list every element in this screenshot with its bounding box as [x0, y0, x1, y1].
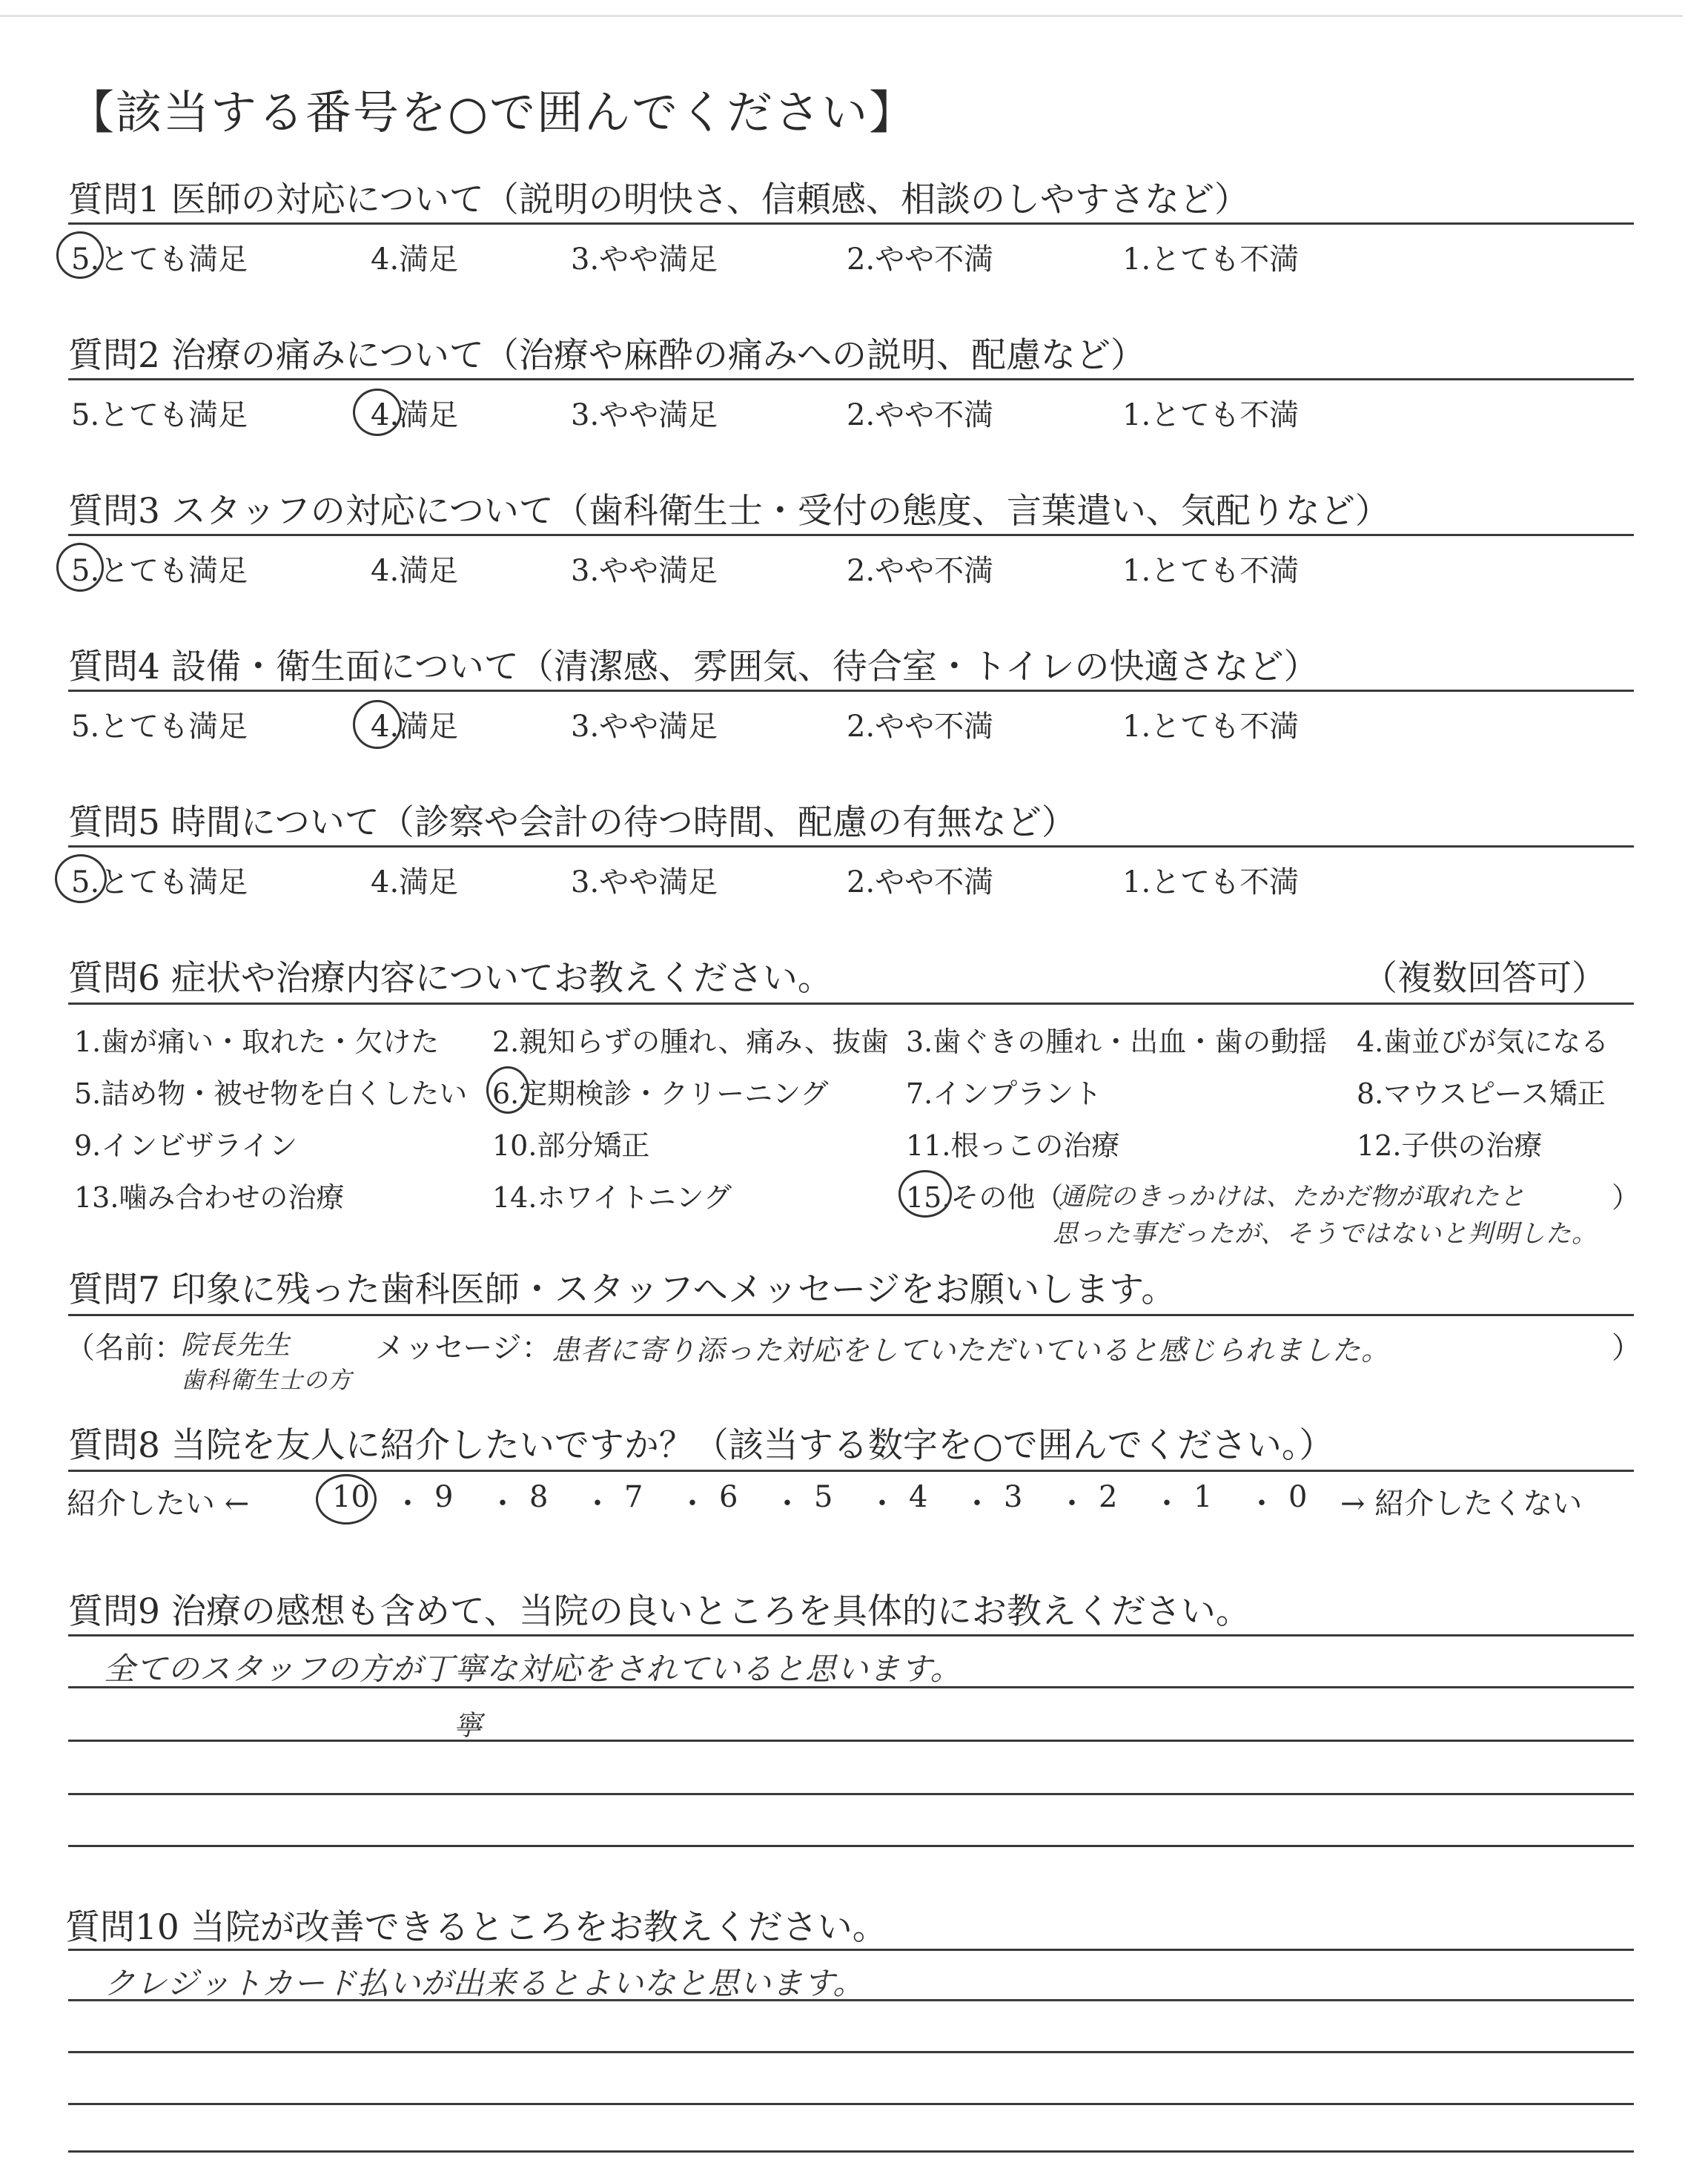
- q4-selection-circle: [353, 700, 402, 749]
- q2-option-1[interactable]: 1.とても不満: [1122, 398, 1300, 432]
- q5-rule: [68, 845, 1634, 848]
- q1-option-5[interactable]: 5.とても満足: [71, 242, 248, 277]
- q8-dot: ・: [772, 1487, 802, 1521]
- q8-title: 質問8 当院を友人に紹介したいですか？（該当する数字を○で囲んでください。）: [68, 1425, 1334, 1466]
- q2-option-3[interactable]: 3.やや満足: [571, 398, 718, 432]
- q8-number-7[interactable]: 7: [624, 1480, 643, 1514]
- q9-rule-3: [68, 1740, 1634, 1742]
- q2-selection-circle: [353, 389, 402, 436]
- page-title: 【該当する番号を○で囲んでください】: [68, 85, 917, 139]
- q6-title: 質問6 症状や治療内容についてお教えください。: [68, 958, 833, 999]
- q9-rule-2: [68, 1686, 1634, 1688]
- q5-option-4[interactable]: 4.満足: [371, 865, 459, 899]
- q1-title: 質問1 医師の対応について（説明の明快さ、信頼感、相談のしやすさなど）: [68, 179, 1250, 220]
- q9-rule-4: [68, 1793, 1634, 1795]
- q8-dot: ・: [1247, 1487, 1277, 1521]
- q8-number-3[interactable]: 3: [1004, 1480, 1023, 1514]
- q8-left-label: 紹介したい ←: [67, 1487, 250, 1521]
- q1-selection-circle: [56, 231, 104, 279]
- q8-number-4[interactable]: 4: [909, 1480, 928, 1514]
- q8-dot: ・: [962, 1487, 992, 1521]
- q6-item-13[interactable]: 13.噛み合わせの治療: [74, 1181, 345, 1214]
- q10-answer: クレジットカード払いが出来るとよいなと思います。: [104, 1965, 865, 2001]
- q1-option-1[interactable]: 1.とても不満: [1122, 242, 1300, 277]
- q8-dot: ・: [1057, 1487, 1087, 1521]
- q8-number-5[interactable]: 5: [814, 1480, 833, 1514]
- q9-rule-1: [68, 1634, 1634, 1636]
- q7-name-answer-line2: 歯科衛生士の方: [181, 1366, 353, 1394]
- q6-item-11[interactable]: 11.根っこの治療: [906, 1129, 1120, 1162]
- q6-item-4[interactable]: 4.歯並びが気になる: [1357, 1025, 1609, 1058]
- q7-name-label: （名前：: [65, 1331, 184, 1365]
- q10-rule-2: [68, 1999, 1634, 2001]
- q8-number-6[interactable]: 6: [719, 1480, 738, 1514]
- q5-option-2[interactable]: 2.やや不満: [847, 865, 994, 899]
- q8-number-1[interactable]: 1: [1194, 1480, 1213, 1514]
- q6-other-close: ）: [1612, 1181, 1641, 1214]
- q6-item-10[interactable]: 10.部分矯正: [492, 1129, 650, 1162]
- q6-note: （複数回答可）: [1363, 958, 1606, 999]
- q9-answer: 全てのスタッフの方が丁寧な対応をされていると思います。: [104, 1651, 962, 1687]
- q8-dot: ・: [583, 1487, 612, 1521]
- q6-other-answer-line1: 通院のきっかけは、たかだ物が取れたと: [1059, 1182, 1526, 1212]
- q5-option-3[interactable]: 3.やや満足: [571, 865, 718, 899]
- q3-option-3[interactable]: 3.やや満足: [571, 554, 718, 588]
- q6-rule: [68, 1003, 1634, 1005]
- q5-option-1[interactable]: 1.とても不満: [1122, 865, 1300, 899]
- q9-rule-5: [68, 1845, 1634, 1847]
- q2-option-2[interactable]: 2.やや不満: [847, 398, 994, 432]
- q6-item-3[interactable]: 3.歯ぐきの腫れ・出血・歯の動揺: [906, 1025, 1328, 1058]
- q8-dot: ・: [488, 1487, 517, 1521]
- q1-option-4[interactable]: 4.満足: [371, 242, 459, 277]
- q7-close-paren: ）: [1612, 1331, 1641, 1365]
- q5-option-5[interactable]: 5.とても満足: [71, 865, 248, 899]
- q6-item-9[interactable]: 9.インビザライン: [74, 1129, 298, 1162]
- q5-selection-circle: [55, 854, 107, 903]
- q7-rule: [68, 1314, 1634, 1316]
- q7-message-label: メッセージ：: [375, 1331, 552, 1365]
- q7-title: 質問7 印象に残った歯科医師・スタッフへメッセージをお願いします。: [68, 1269, 1176, 1310]
- q2-option-5[interactable]: 5.とても満足: [71, 398, 248, 432]
- q9-title: 質問9 治療の感想も含めて、当院の良いところを具体的にお教えください。: [68, 1591, 1251, 1632]
- q10-rule-1: [68, 1949, 1634, 1951]
- q3-title: 質問3 スタッフの対応について（歯科衛生士・受付の態度、言葉遣い、気配りなど）: [68, 491, 1390, 532]
- q4-option-2[interactable]: 2.やや不満: [847, 710, 994, 744]
- q6-item-7[interactable]: 7.インプラント: [906, 1077, 1102, 1110]
- q8-rule: [68, 1470, 1634, 1472]
- q2-title: 質問2 治療の痛みについて（治療や麻酔の痛みへの説明、配慮など）: [68, 335, 1145, 376]
- q6-item-2[interactable]: 2.親知らずの腫れ、痛み、抜歯: [492, 1025, 889, 1058]
- q4-title: 質問4 設備・衛生面について（清潔感、雰囲気、待合室・トイレの快適さなど）: [68, 647, 1319, 687]
- q6-item-6-selection-circle: [486, 1066, 529, 1114]
- q10-title: 質問10 当院が改善できるところをお教えください。: [65, 1907, 887, 1948]
- q6-item-6[interactable]: 6.定期検診・クリーニング: [492, 1077, 829, 1110]
- q1-option-3[interactable]: 3.やや満足: [571, 242, 718, 277]
- q4-option-1[interactable]: 1.とても不満: [1122, 710, 1300, 744]
- q4-option-3[interactable]: 3.やや満足: [571, 710, 718, 744]
- q8-dot: ・: [393, 1487, 423, 1521]
- q2-option-4[interactable]: 4.満足: [371, 398, 459, 432]
- q8-selection-circle: [316, 1474, 377, 1525]
- q6-item-14[interactable]: 14.ホワイトニング: [492, 1181, 732, 1214]
- q6-item-1[interactable]: 1.歯が痛い・取れた・欠けた: [74, 1025, 440, 1058]
- page-top-edge: [0, 15, 1683, 17]
- q6-item-12[interactable]: 12.子供の治療: [1357, 1129, 1543, 1162]
- q8-dot: ・: [867, 1487, 897, 1521]
- q3-option-1[interactable]: 1.とても不満: [1122, 554, 1300, 588]
- q9-correction-note: 寧: [454, 1709, 483, 1742]
- q6-item-8[interactable]: 8.マウスピース矯正: [1357, 1077, 1606, 1110]
- q8-number-0[interactable]: 0: [1288, 1480, 1308, 1514]
- q8-right-label: → 紹介したくない: [1340, 1487, 1583, 1521]
- q3-option-2[interactable]: 2.やや不満: [847, 554, 994, 588]
- q8-number-8[interactable]: 8: [529, 1480, 549, 1514]
- q3-option-5[interactable]: 5.とても満足: [71, 554, 248, 588]
- q6-item-15[interactable]: 15.その他（: [906, 1181, 1064, 1214]
- q1-rule: [68, 222, 1634, 225]
- q8-number-2[interactable]: 2: [1099, 1480, 1118, 1514]
- q8-number-9[interactable]: 9: [434, 1480, 454, 1514]
- q7-name-answer-line1: 院長先生: [181, 1330, 291, 1361]
- q3-selection-circle: [56, 543, 104, 592]
- q6-item-5[interactable]: 5.詰め物・被せ物を白くしたい: [74, 1077, 468, 1110]
- q3-rule: [68, 534, 1634, 536]
- q5-title: 質問5 時間について（診察や会計の待つ時間、配慮の有無など）: [68, 802, 1076, 843]
- q4-option-4[interactable]: 4.満足: [371, 710, 459, 744]
- q10-rule-4: [68, 2103, 1634, 2105]
- q3-option-4[interactable]: 4.満足: [371, 554, 459, 588]
- q6-other-answer-line2: 思った事だったが、そうではないと判明した。: [1053, 1219, 1598, 1249]
- q6-item-15-selection-circle: [898, 1170, 952, 1218]
- q8-number-10[interactable]: 10: [332, 1480, 370, 1514]
- q7-message-answer: 患者に寄り添った対応をしていただいていると感じられました。: [552, 1334, 1391, 1367]
- q8-dot: ・: [1152, 1487, 1182, 1521]
- q2-rule: [68, 378, 1634, 380]
- q10-rule-5: [68, 2150, 1634, 2153]
- q4-rule: [68, 690, 1634, 692]
- q4-option-5[interactable]: 5.とても満足: [71, 710, 248, 744]
- q10-rule-3: [68, 2051, 1634, 2053]
- q8-dot: ・: [678, 1487, 707, 1521]
- q1-option-2[interactable]: 2.やや不満: [847, 242, 994, 277]
